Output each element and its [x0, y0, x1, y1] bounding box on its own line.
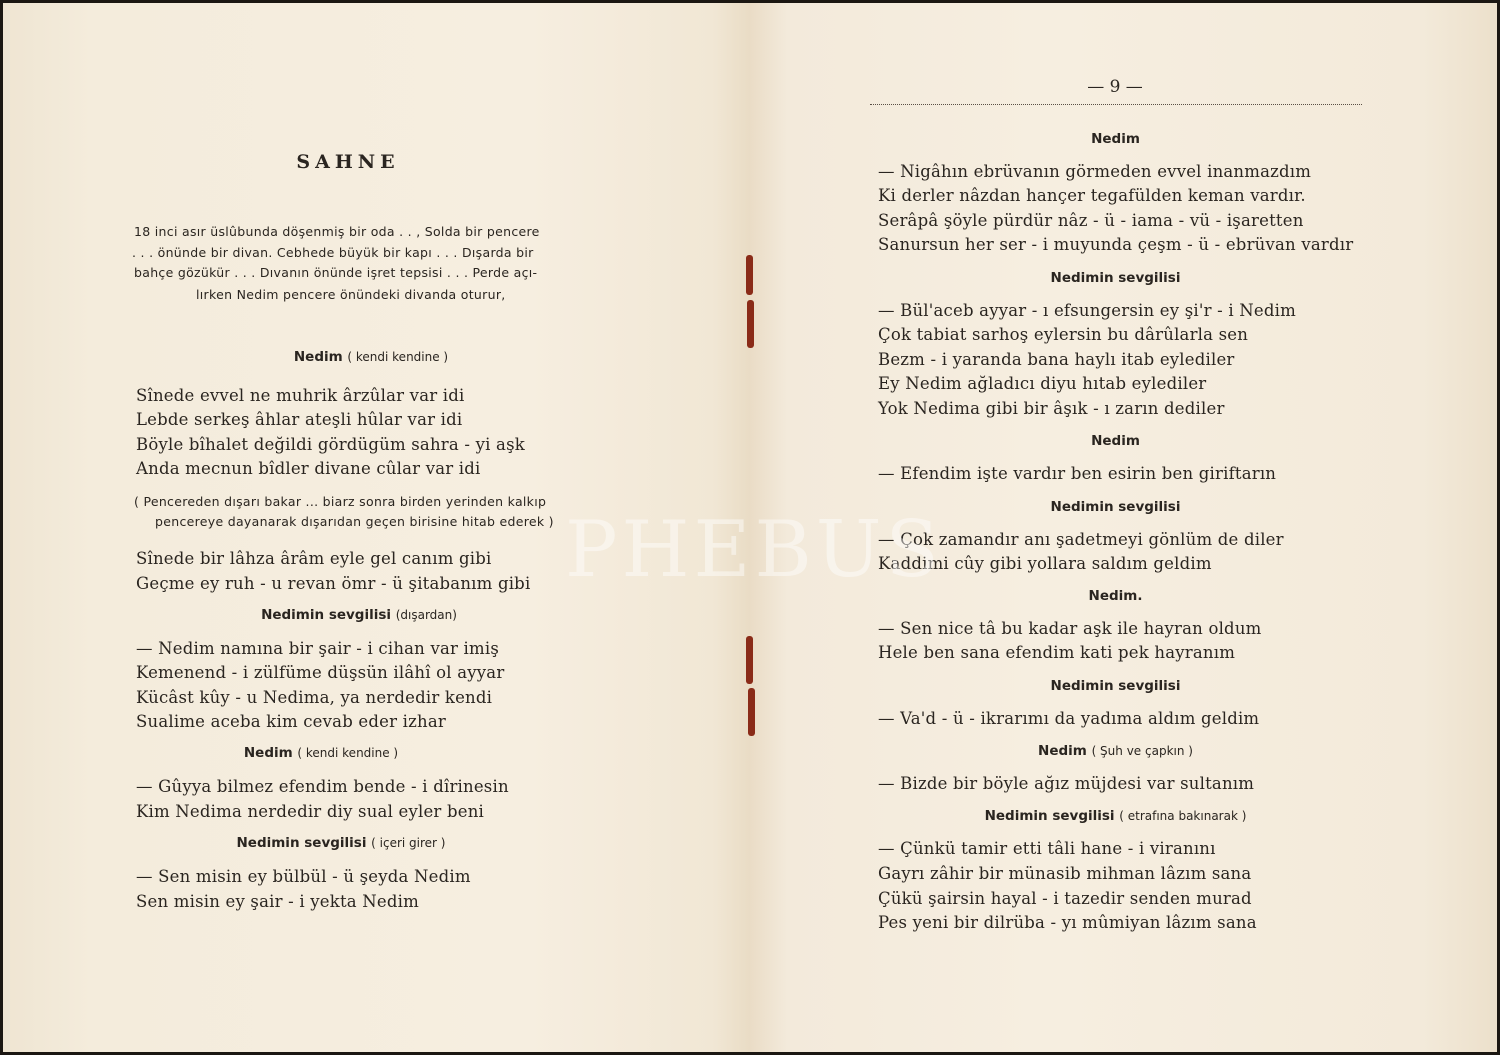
verse-line: Hele ben sana efendim kati pek hayranım: [878, 643, 1236, 662]
verse-line: — Nedim namına bir şair - i cihan var imiş: [136, 639, 500, 658]
speaker-name: Nedimin sevgilisi: [236, 835, 367, 851]
verse-line: — Efendim işte vardır ben esirin ben giriftarın: [878, 464, 1277, 483]
stage-line: . . . önünde bir divan. Cebhede büyük bir kapı . . . Dışarda bir: [132, 245, 534, 260]
watermark: PHEBUS: [565, 505, 943, 595]
speaker-heading: [86, 745, 556, 761]
stage-line: bahçe gözükür . . . Dıvanın önünde işret tepsisi . . . Perde açı-: [134, 265, 538, 280]
verse-line: Çok tabiat sarhoş eylersin bu dârûlarla sen: [878, 325, 1249, 344]
verse-line: Kemenend - i zülfüme düşsün ilâhî ol ayyar: [136, 663, 505, 682]
speaker-heading: [878, 270, 1353, 286]
verse-line: Sualime aceba kim cevab eder izhar: [136, 712, 446, 731]
verse-line: — Va'd - ü - ikrarımı da yadıma aldım geldim: [878, 709, 1260, 728]
verse-line: Böyle bîhalet değildi gördügüm sahra - yi aşk: [136, 435, 525, 454]
speaker-heading: [878, 808, 1353, 824]
speaker-note: ( kendi kendine ): [347, 350, 449, 364]
speaker-heading: [878, 433, 1353, 449]
verse-line: Anda mecnun bîdler divane cûlar var idi: [136, 459, 481, 478]
verse-line: — Gûyya bilmez efendim bende - i dîrinesin: [136, 777, 509, 796]
verse-line: — Çünkü tamir etti tâli hane - i viranını: [878, 839, 1216, 858]
verse-line: Serâpâ şöyle pürdür nâz - ü - iama - vü - işaretten: [878, 211, 1304, 230]
verse-line: Lebde serkeş âhlar ateşli hûlar var idi: [136, 410, 463, 429]
speaker-heading: [106, 835, 576, 851]
verse-line: Çükü şairsin hayal - i tazedir senden murad: [878, 889, 1252, 908]
stage-direction-line: ( Pencereden dışarı bakar ... biarz sonra birden yerinden kalkıp: [134, 494, 547, 509]
speaker-note: (dışardan): [395, 608, 457, 622]
verse-line: Gayrı zâhir bir münasib mihman lâzım sana: [878, 864, 1252, 883]
verse-line: Pes yeni bir dilrüba - yı mûmiyan lâzım sana: [878, 913, 1257, 932]
verse-line: Bezm - i yaranda bana haylı itab eylediler: [878, 350, 1235, 369]
verse-line: Ki derler nâzdan hançer tegafülden keman vardır.: [878, 186, 1306, 205]
verse-line: Sînede evvel ne muhrik ârzûlar var idi: [136, 386, 465, 405]
page-number: — 9 —: [1087, 77, 1143, 97]
speaker-heading: [136, 349, 606, 365]
verse-line: — Nigâhın ebrüvanın görmeden evvel inanmazdım: [878, 162, 1312, 181]
speaker-name: Nedimin sevgilisi: [1050, 270, 1181, 286]
speaker-name: Nedimin sevgilisi: [261, 607, 392, 623]
speaker-note: ( Şuh ve çapkın ): [1091, 744, 1193, 758]
verse-line: — Bül'aceb ayyar - ı efsungersin ey şi'r - i Nedim: [878, 301, 1296, 320]
speaker-name: Nedimin sevgilisi: [1050, 678, 1181, 694]
verse-line: Sen misin ey şair - i yekta Nedim: [136, 892, 419, 911]
verse-line: Kim Nedima nerdedir diy sual eyler beni: [136, 802, 484, 821]
verse-line: Ey Nedim ağladıcı diyu hıtab eylediler: [878, 374, 1207, 393]
speaker-heading: [124, 607, 594, 623]
binding-thread: [746, 255, 753, 295]
speaker-name: Nedim: [293, 349, 343, 365]
binding-thread: [746, 636, 753, 684]
speaker-name: Nedim.: [1088, 588, 1143, 604]
verse-line: — Bizde bir böyle ağız müjdesi var sultanım: [878, 774, 1255, 793]
verse-line: Kaddimi cûy gibi yollara saldım geldim: [878, 554, 1212, 573]
speaker-name: Nedim: [1038, 743, 1087, 759]
stage-line: lırken Nedim pencere önündeki divanda oturur,: [196, 287, 506, 302]
verse-line: Sînede bir lâhza ârâm eyle gel canım gibi: [136, 549, 492, 568]
speaker-heading: [878, 131, 1353, 147]
speaker-name: Nedimin sevgilisi: [984, 808, 1115, 824]
verse-line: Geçme ey ruh - u revan ömr - ü şitabanım gibi: [136, 574, 531, 593]
speaker-name: Nedim: [1091, 433, 1140, 449]
stage-line: 18 inci asır üslûbunda döşenmiş bir oda . . , Solda bir pencere: [134, 224, 540, 239]
speaker-note: ( kendi kendine ): [297, 746, 399, 760]
verse-line: Yok Nedima gibi bir âşık - ı zarın dediler: [878, 399, 1225, 418]
stage-direction-line: pencereye dayanarak dışarıdan geçen birisine hitab ederek ): [155, 514, 554, 529]
speaker-heading: [878, 743, 1353, 759]
speaker-heading: [878, 588, 1353, 604]
verse-line: — Sen misin ey bülbül - ü şeyda Nedim: [136, 867, 471, 886]
speaker-heading: [878, 499, 1353, 515]
verse-line: — Sen nice tâ bu kadar aşk ile hayran oldum: [878, 619, 1262, 638]
binding-thread: [748, 688, 755, 736]
header-rule: [870, 104, 1362, 105]
verse-line: — Çok zamandır anı şadetmeyi gönlüm de diler: [878, 530, 1284, 549]
speaker-note: ( etrafına bakınarak ): [1119, 809, 1247, 823]
speaker-name: Nedimin sevgilisi: [1050, 499, 1181, 515]
scene-title: SAHNE: [296, 151, 400, 173]
speaker-heading: [878, 678, 1353, 694]
speaker-name: Nedim: [1091, 131, 1140, 147]
verse-line: Kücâst kûy - u Nedima, ya nerdedir kendi: [136, 688, 493, 707]
speaker-name: Nedim: [243, 745, 293, 761]
speaker-note: ( içeri girer ): [371, 836, 446, 850]
binding-thread: [747, 300, 754, 348]
verse-line: Sanursun her ser - i muyunda çeşm - ü - ebrüvan vardır: [878, 235, 1354, 254]
